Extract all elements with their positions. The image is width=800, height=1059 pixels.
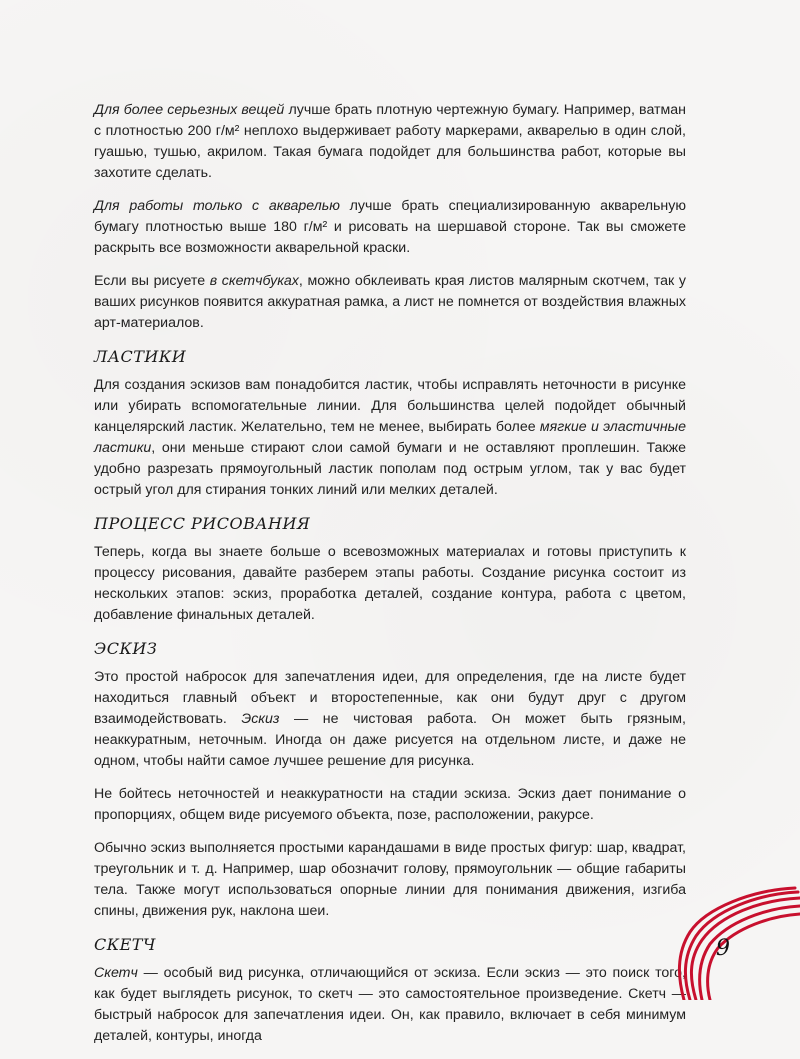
heading-process: ПРОЦЕСС РИСОВАНИЯ xyxy=(94,514,311,533)
paragraph: Не бойтесь неточностей и неаккуратности на стадии эскиза. Эскиз дает понимание о пропорциях, общем виде рисуемого объекта, позе, расположении, ракурсе. xyxy=(94,786,686,823)
paragraph xyxy=(94,667,686,772)
italic-lead: Для работы только с акварелью xyxy=(94,198,340,214)
paragraph xyxy=(94,375,686,501)
paragraph-text: — не чистовая работа. Он может быть грязным, неаккуратным, неточным. Иногда он даже рисуется на отдельном листе, и даже не одном, чтобы найти самое лучшее решение для рисунка. xyxy=(94,711,686,769)
heading-sketch2: СКЕТЧ xyxy=(94,935,156,954)
italic-phrase: Эскиз xyxy=(241,711,280,727)
italic-phrase: мягкие и эластичные ластики xyxy=(94,419,686,456)
page-number: 9 xyxy=(716,936,730,961)
paragraph xyxy=(94,271,686,334)
paragraph xyxy=(94,100,686,184)
paragraph-text: , можно обклеивать края листов малярным скотчем, так у ваших рисунков появится аккуратная рамка, а лист не помнется от воздействия влажных арт-материалов. xyxy=(94,273,686,331)
page-body xyxy=(94,100,686,1059)
italic-phrase: Скетч xyxy=(94,965,138,981)
scribble-strokes xyxy=(679,888,800,1000)
paragraph xyxy=(94,196,686,259)
paragraph-text: Для создания эскизов вам понадобится ластик, чтобы исправлять неточности в рисунке или убирать вспомогательные линии. Для большинства целей подойдет обычный канцелярский ластик. Желательно, тем не менее, выбирать более xyxy=(94,377,686,435)
paragraph-text: лучше брать плотную чертежную бумагу. Например, ватман с плотностью 200 г/м² неплохо выдерживает работу маркерами, акварелью в один слой, гуашью, тушью, акрилом. Такая бумага подойдет для большинства работ, которые вы захотите сделать. xyxy=(94,102,686,181)
italic-lead: Для более серьезных вещей xyxy=(94,102,285,118)
paragraph: Теперь, когда вы знаете больше о всевозможных материалах и готовы приступить к процессу рисования, давайте разберем этапы работы. Создание рисунка состоит из нескольких этапов: эскиз, проработка деталей, создание контура, работа с цветом, добавление финальных деталей. xyxy=(94,544,686,623)
heading-erasers: ЛАСТИКИ xyxy=(94,347,187,366)
paragraph-text: , они меньше стирают слои самой бумаги и не оставляют проплешин. Также удобно разрезать прямоугольный ластик пополам под острым углом, так у вас будет острый угол для стирания тонких линий или мелких деталей. xyxy=(94,440,686,498)
paragraph-text: лучше брать специализированную акварельную бумагу плотностью выше 180 г/м² и рисовать на шершавой стороне. Так вы сможете раскрыть все возможности акварельной краски. xyxy=(94,198,686,256)
italic-phrase: в скетчбуках xyxy=(209,273,299,289)
paragraph-text: — особый вид рисунка, отличающийся от эскиза. Если эскиз — это поиск того, как будет выглядеть рисунок, то скетч — это самостоятельное произведение. Скетч — быстрый набросок для запечатления идеи. Он, как правило, включает в себя минимум деталей, контуры, иногда xyxy=(94,965,686,1044)
paragraph-text: Это простой набросок для запечатления идеи, для определения, где на листе будет находиться главный объект и второстепенные, как они будут друг с другом взаимодействовать. xyxy=(94,669,686,727)
paragraph xyxy=(94,963,686,1047)
paragraph-text: Если вы рисуете xyxy=(94,273,210,289)
paragraph: Обычно эскиз выполняется простыми карандашами в виде простых фигур: шар, квадрат, треугольник и т. д. Например, шар обозначит голову, прямоугольник — общие габариты тела. Также могут использоваться опорные линии для понимания движения, изгиба спины, движения рук, наклона шеи. xyxy=(94,840,686,919)
heading-sketch: ЭСКИЗ xyxy=(94,639,158,658)
